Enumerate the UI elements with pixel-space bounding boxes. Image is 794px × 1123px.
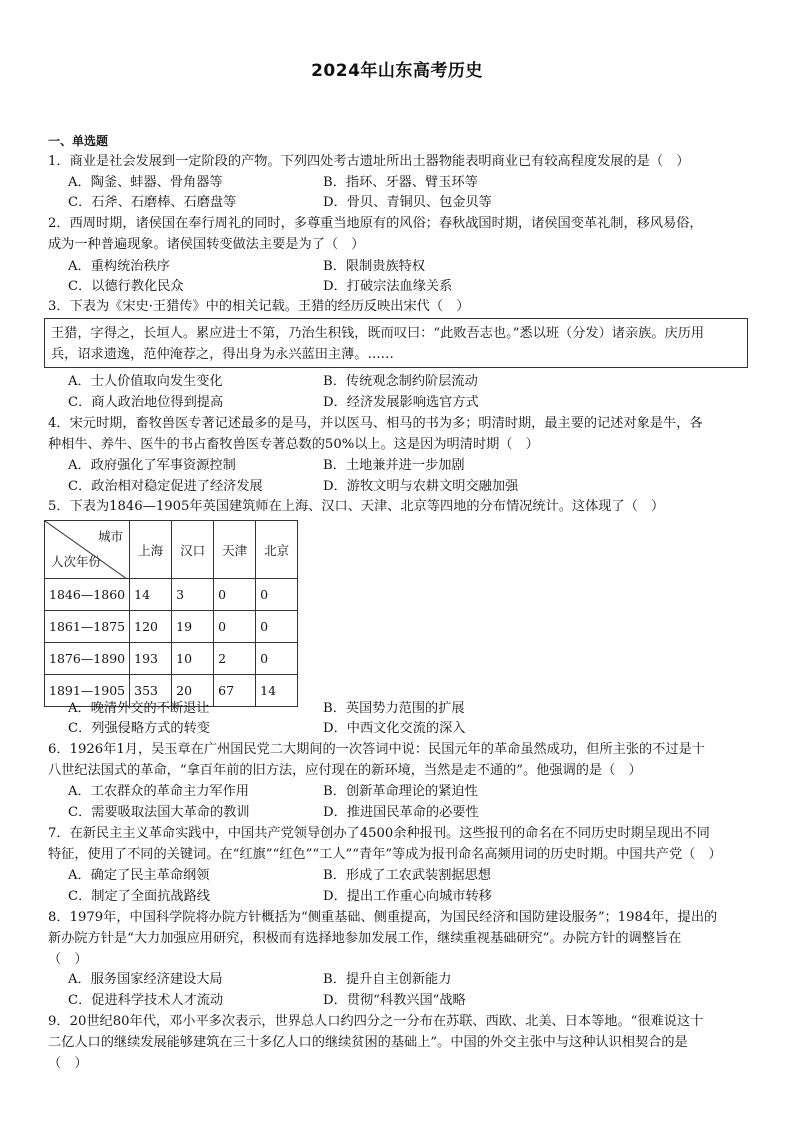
- question-5-stem: 5．下表为1846—1905年英国建筑师在上海、汉口、天津、北京等四地的分布情况统计。这体现了（ ）: [48, 499, 665, 514]
- section-heading: 一、单选题: [48, 134, 109, 148]
- question-7-option-b: B．形成了工农武装割据思想: [323, 868, 491, 883]
- column-header: 北京: [256, 521, 298, 579]
- question-4-stem: 4．宋元时期，畜牧兽医专著记述最多的是马，并以医马、相马的书为多；明清时期，最主要的记述对象是牛，各: [48, 416, 703, 431]
- table-header-row: [45, 521, 298, 579]
- header-period-label: 人次年份: [51, 554, 102, 569]
- question-6-option-c: C．需要吸取法国大革命的教训: [68, 805, 250, 820]
- question-5-option-a: A．晚清外交的不断退让: [68, 701, 210, 716]
- value-cell: 353: [130, 675, 172, 707]
- question-8-stem-cont: 新办院方针是“大力加强应用研究，积极而有选择地参加发展工作，继续重视基础研究”。办院方针的调整旨在: [48, 931, 682, 946]
- value-cell: 14: [130, 579, 172, 611]
- value-cell: 193: [130, 643, 172, 675]
- question-5-option-b: B．英国势力范围的扩展: [323, 701, 465, 716]
- question-1-option-b: B．指环、牙器、臂玉环等: [323, 175, 478, 190]
- value-cell: 19: [172, 611, 214, 643]
- value-cell: 0: [256, 611, 298, 643]
- value-cell: 10: [172, 643, 214, 675]
- question-6-option-b: B．创新革命理论的紧迫性: [323, 784, 478, 799]
- question-2-option-a: A．重构统治秩序: [68, 259, 170, 274]
- question-1-stem: 1．商业是社会发展到一定阶段的产物。下列四处考古遗址所出土器物能表明商业已有较高程度发展的是（ ）: [48, 154, 690, 169]
- architect-distribution-table: [44, 520, 298, 707]
- question-5-option-c: C．列强侵略方式的转变: [68, 721, 210, 736]
- header-city-label: 城市: [98, 529, 124, 544]
- question-8-option-d: D．贯彻“科教兴国”战略: [323, 993, 466, 1008]
- question-2-stem-cont: 成为一种普遍现象。诸侯国转变做法主要是为了（ ）: [48, 237, 365, 252]
- value-cell: 120: [130, 611, 172, 643]
- question-8-stem: 8．1979年，中国科学院将办院方针概括为“侧重基础、侧重提高，为国民经济和国防建设服务”；1984年，提出的: [48, 910, 718, 925]
- question-3-option-d: D．经济发展影响选官方式: [323, 395, 479, 410]
- question-4-option-d: D．游牧文明与农耕文明交融加强: [323, 479, 519, 494]
- page-title: 2024年山东高考历史: [311, 61, 483, 81]
- quote-line: 王猎，字得之，长垣人。累应进士不第，乃治生积钱，既而叹曰：“此败吾志也。”悉以班（分发）诸亲族。庆历用: [51, 326, 705, 341]
- value-cell: 14: [256, 675, 298, 707]
- period-cell: 1876—1890: [45, 643, 130, 675]
- table-row: [45, 611, 298, 643]
- question-4-stem-cont: 种相牛、养牛、医牛的书占畜牧兽医专著总数的50%以上。这是因为明清时期（ ）: [48, 437, 539, 452]
- question-3-option-a: A．士人价值取向发生变化: [68, 374, 223, 389]
- quote-line: 兵，诏求遗逸，范仲淹荐之，得出身为永兴蓝田主薄。……: [51, 347, 394, 362]
- question-7-option-c: C．制定了全面抗战路线: [68, 889, 210, 904]
- value-cell: 0: [214, 611, 256, 643]
- question-6-stem: 6．1926年1月，吴玉章在广州国民党二大期间的一次答词中说：民国元年的革命虽然成功，但所主张的不过是十: [48, 742, 705, 757]
- question-1-option-d: D．骨贝、青铜贝、包金贝等: [323, 195, 492, 210]
- question-8-answer-blank: （ ）: [48, 952, 88, 967]
- question-4-option-a: A．政府强化了军事资源控制: [68, 458, 236, 473]
- question-7-stem: 7．在新民主主义革命实践中，中国共产党领导创办了4500余种报刊。这些报刊的命名在不同历史时期呈现出不同: [48, 826, 710, 841]
- question-6-option-d: D．推进国民革命的必要性: [323, 805, 479, 820]
- value-cell: 2: [214, 643, 256, 675]
- question-4-option-b: B．土地兼并进一步加剧: [323, 458, 465, 473]
- column-header: 汉口: [172, 521, 214, 579]
- question-6-stem-cont: 八世纪法国式的革命，“拿百年前的旧方法，应付现在的新环境，当然是走不通的”。他强调的是（ ）: [48, 763, 642, 778]
- question-8-option-c: C．促进科学技术人才流动: [68, 993, 224, 1008]
- column-header: 上海: [130, 521, 172, 579]
- question-1-option-c: C．石斧、石磨棒、石磨盘等: [68, 195, 237, 210]
- question-8-option-b: B．提升自主创新能力: [323, 972, 452, 987]
- question-3-option-c: C．商人政治地位得到提高: [68, 395, 224, 410]
- value-cell: 0: [214, 579, 256, 611]
- question-2-option-b: B．限制贵族特权: [323, 259, 426, 274]
- question-1-option-a: A．陶釜、蚌器、骨角器等: [68, 175, 223, 190]
- question-9-answer-blank: （ ）: [48, 1056, 88, 1071]
- question-4-option-c: C．政治相对稳定促进了经济发展: [68, 479, 263, 494]
- question-7-option-d: D．提出工作重心向城市转移: [323, 889, 492, 904]
- question-6-option-a: A．工农群众的革命主力军作用: [68, 784, 249, 799]
- question-7-stem-cont: 特征，使用了不同的关键词。在“红旗”“红色”“工人”“青年”等成为报刊命名高频用词的历史时期。中国共产党（ ）: [48, 847, 722, 862]
- value-cell: 0: [256, 579, 298, 611]
- column-header: 天津: [214, 521, 256, 579]
- question-2-option-c: C．以德行教化民众: [68, 279, 184, 294]
- value-cell: 20: [172, 675, 214, 707]
- question-3-quote-box: [44, 318, 748, 368]
- value-cell: 67: [214, 675, 256, 707]
- question-5-option-d: D．中西文化交流的深入: [323, 721, 466, 736]
- value-cell: 3: [172, 579, 214, 611]
- question-3-stem: 3．下表为《宋史·王猎传》中的相关记载。王猎的经历反映出宋代（ ）: [48, 299, 470, 314]
- period-cell: 1861—1875: [45, 611, 130, 643]
- value-cell: 0: [256, 643, 298, 675]
- table-corner-header: [45, 521, 130, 579]
- question-3-option-b: B．传统观念制约阶层流动: [323, 374, 478, 389]
- question-7-option-a: A．确定了民主革命纲领: [68, 868, 210, 883]
- question-8-option-a: A．服务国家经济建设大局: [68, 972, 223, 987]
- table-row: [45, 579, 298, 611]
- question-2-stem: 2．西周时期，诸侯国在奉行周礼的同时，多尊重当地原有的风俗；春秋战国时期，诸侯国变革礼制，移风易俗，: [48, 216, 703, 231]
- question-2-option-d: D．打破宗法血缘关系: [323, 279, 453, 294]
- table-row: [45, 643, 298, 675]
- period-cell: 1891—1905: [45, 675, 130, 707]
- period-cell: 1846—1860: [45, 579, 130, 611]
- question-9-stem-cont: 二亿人口的继续发展能够建筑在三十多亿人口的继续贫困的基础上”。中国的外交主张中与这种认识相契合的是: [48, 1035, 688, 1050]
- question-9-stem: 9．20世纪80年代，邓小平多次表示，世界总人口约四分之一分布在苏联、西欧、北美、日本等地。“很难说这十: [48, 1014, 704, 1029]
